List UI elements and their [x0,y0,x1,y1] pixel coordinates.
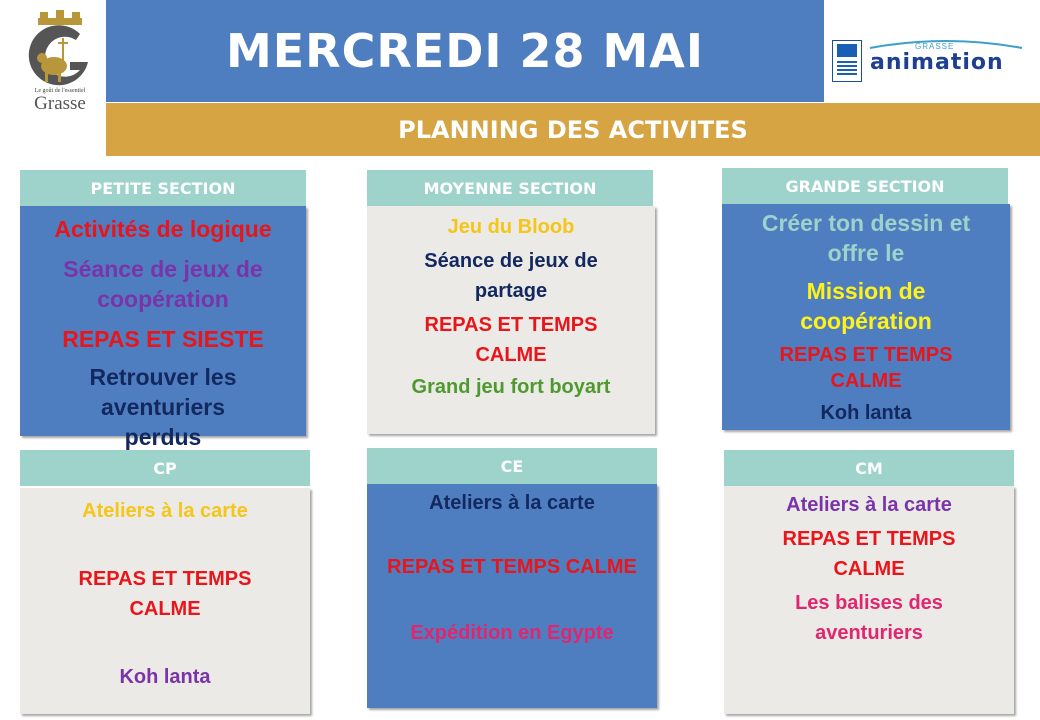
card-body [367,206,655,434]
card-header: MOYENNE SECTION [367,170,653,206]
card-header: CM [724,450,1014,486]
activity-item: Activités de logique [54,216,272,242]
card-body [722,204,1010,430]
caf-logo-icon [832,40,862,82]
card-header: GRANDE SECTION [722,168,1008,204]
activity-item: Les balises des aventuriers [795,592,943,644]
activity-item: Ateliers à la carte [82,500,248,522]
activity-item: Expédition en Egypte [410,622,614,644]
title-banner [106,0,824,102]
card-body [367,484,657,708]
activity-item: Ateliers à la carte [786,494,952,516]
animation-logo-text: animation [870,50,1004,75]
activity-item: Koh lanta [119,666,211,688]
activity-item: Jeu du Bloob [447,216,575,238]
activity-item: REPAS ET TEMPS CALME [424,314,598,366]
activity-item: Créer ton dessin et offre le [761,210,971,266]
activity-item: REPAS ET TEMPS CALME [779,344,953,392]
activity-item: REPAS ET TEMPS CALME [782,528,956,580]
activity-item: Mission de coopération [800,278,932,334]
subtitle-banner [106,103,1040,156]
card-body [20,488,310,714]
activity-item: Ateliers à la carte [429,492,595,514]
card-body [20,206,306,450]
card-header: CP [20,450,310,486]
activity-item: Grand jeu fort boyart [411,376,611,398]
page-title: MERCREDI 28 MAI [225,24,705,78]
activity-item: Koh lanta [820,402,912,424]
activity-item: REPAS ET TEMPS CALME [387,556,637,578]
animation-logo-small: GRASSE [915,42,955,51]
activity-item: REPAS ET TEMPS CALME [78,568,252,620]
card-header: PETITE SECTION [20,170,306,206]
lamb-emblem-icon [18,24,102,88]
activity-item: REPAS ET SIESTE [62,326,264,352]
logo-tagline: Le goût de l'essentiel [34,88,86,94]
page-subtitle: PLANNING DES ACTIVITES [398,115,748,144]
activity-item: Séance de jeux de partage [424,250,598,302]
logo-name: Grasse [34,93,86,114]
partner-logos [830,36,1035,86]
card-header: CE [367,448,657,484]
activity-item: Retrouver les aventuriers perdus [89,364,237,450]
card-body [724,486,1014,714]
activity-item: Séance de jeux de coopération [63,256,263,312]
grasse-logo [14,10,106,114]
